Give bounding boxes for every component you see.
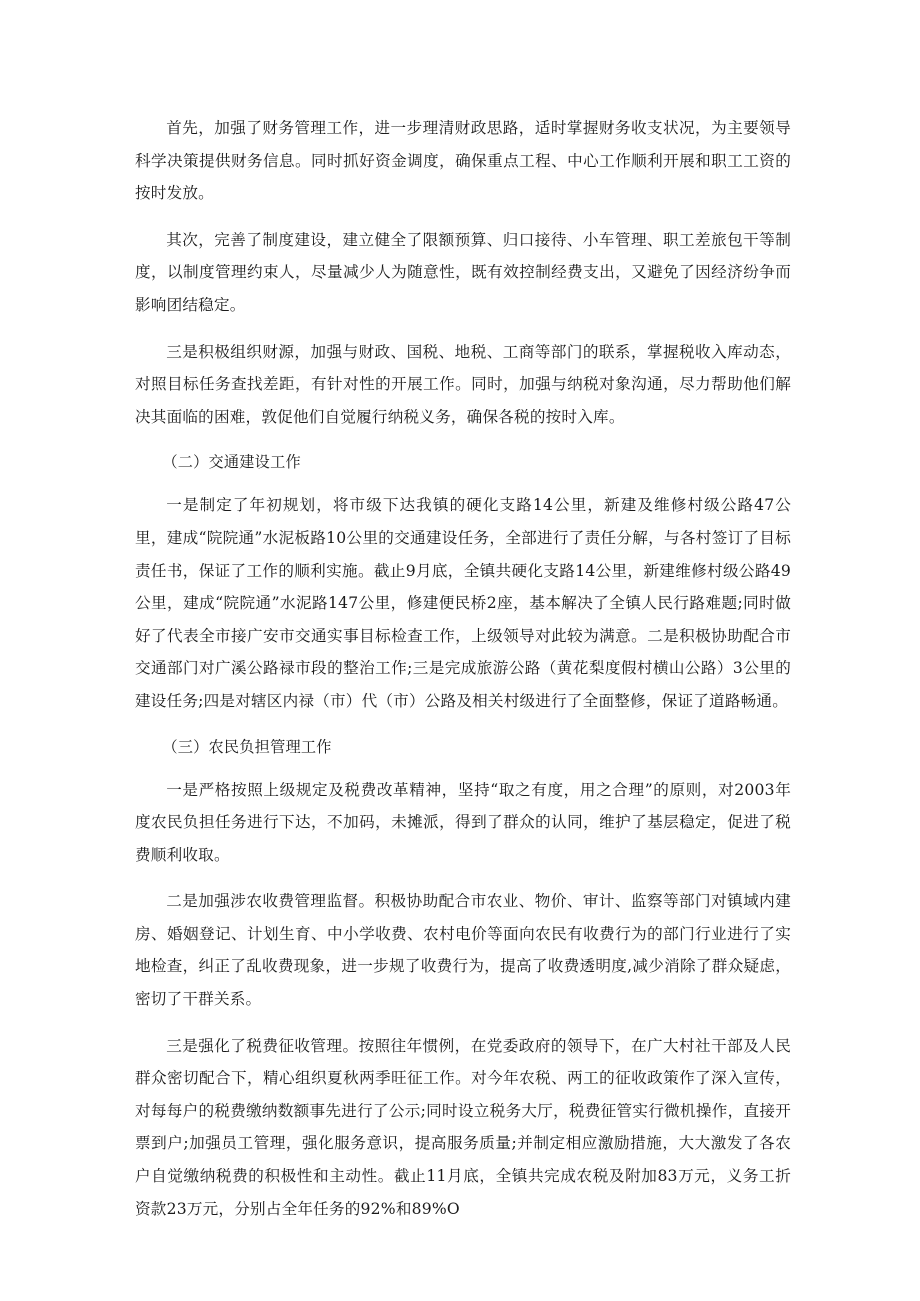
paragraph-revenue-sources: 三是积极组织财源，加强与财政、国税、地税、工商等部门的联系，掌握税收入库动态，对照目标任务查找差距，有针对性的开展工作。同时，加强与纳税对象沟通，尽力帮助他们解决其面临的困难，敦促他们自觉履行纳税义务，确保各税的按时入库。 <box>135 342 791 426</box>
paragraph-farmer-burden-tasks: 一是严格按照上级规定及税费改革精神，坚持“取之有度，用之合理”的原则，对2003年度农民负担任务进行下达，不加码，未摊派，得到了群众的认同，维护了基层稳定，促进了税费顺利收取。 <box>135 780 791 864</box>
document-body <box>135 112 791 1239</box>
section-heading-farmer-burden: （三）农民负担管理工作 <box>162 737 332 756</box>
paragraph-finance-management: 首先，加强了财务管理工作，进一步理清财政思路，适时掌握财务收支状况，为主要领导科学决策提供财务信息。同时抓好资金调度，确保重点工程、中心工作顺利开展和职工工资的按时发放。 <box>135 119 791 203</box>
paragraph-tax-collection: 三是强化了税费征收管理。按照往年惯例，在党委政府的领导下，在广大村社干部及人民群众密切配合下，精心组织夏秋两季旺征工作。对今年农税、两工的征收政策作了深入宣传，对每每户的税费缴纳数额事先进行了公示;同时设立税务大厅，税费征管实行微机操作，直接开票到户;加强员工管理，强化服务意识，提高服务质量;并制定相应激励措施，大大激发了各农户自觉缴纳税费的积极性和主动性。截止11月底，全镇共完成农税及附加83万元，义务工折资款23万元，分别占全年任务的92%和89%O <box>135 1036 791 1218</box>
section-heading-transport: （二）交通建设工作 <box>162 453 301 472</box>
paragraph-system-building: 其次，完善了制度建设，建立健全了限额预算、归口接待、小车管理、职工差旅包干等制度，以制度管理约束人，尽量减少人为随意性，既有效控制经费支出，又避免了因经济纷争而影响团结稳定。 <box>135 230 791 314</box>
paragraph-fee-supervision: 二是加强涉农收费管理监督。积极协助配合市农业、物价、审计、监察等部门对镇域内建房、婚姻登记、计划生育、中小学收费、农村电价等面向农民有收费行为的部门行业进行了实地检查，纠正了乱收费现象，进一步规了收费行为，提高了收费透明度,减少消除了群众疑虑，密切了干群关系。 <box>135 892 791 1009</box>
paragraph-transport-construction: 一是制定了年初规划，将市级下达我镇的硬化支路14公里，新建及维修村级公路47公里，建成“院院通”水泥板路10公里的交通建设任务，全部进行了责任分解，与各村签订了目标责任书，保证了工作的顺利实施。截止9月底，全镇共硬化支路14公里，新建维修村级公路49公里，建成“院院通”水泥路147公里，修建便民桥2座，基本解决了全镇人民行路难题;同时做好了代表全市接广安市交通实事目标检查工作，上级领导对此较为满意。二是积极协助配合市交通部门对广溪公路禄市段的整治工作;三是完成旅游公路（黄花梨度假村横山公路）3公里的建设任务;四是对辖区内禄（市）代（市）公路及相关村级进行了全面整修，保证了道路畅通。 <box>135 496 791 710</box>
